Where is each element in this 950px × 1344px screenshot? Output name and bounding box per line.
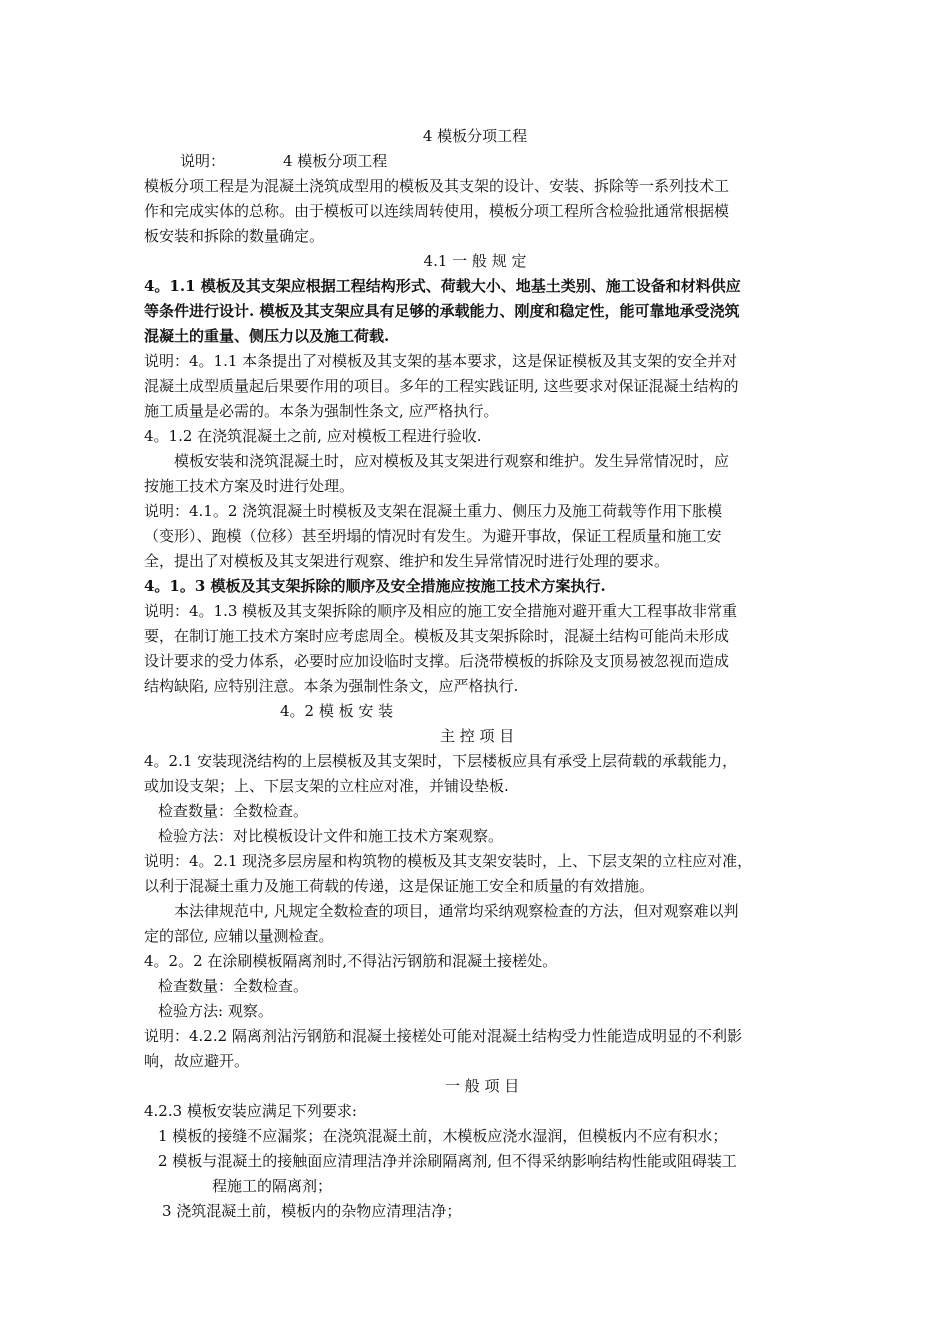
clause-412-line: 按施工技术方案及时进行处理。 — [144, 477, 355, 495]
note-413-line: 要，在制订施工技术方案时应考虑周全。模板及其支架拆除时，混凝土结构可能尚未形成 — [144, 627, 730, 645]
clause-412-line: 4。1.2 在浇筑混凝土之前, 应对模板工程进行验收. — [144, 427, 482, 445]
section-41-heading: 4.1 一 般 规 定 — [423, 252, 527, 270]
note-412-line: 全，提出了对模板及其支架进行观察、维护和发生异常情况时进行处理的要求。 — [144, 552, 670, 570]
note-422-line: 响，故应避开。 — [144, 1052, 250, 1070]
intro-label: 说明： — [180, 152, 226, 170]
main-control-heading: 主 控 项 目 — [440, 727, 515, 745]
intro-line: 板安装和拆除的数量确定。 — [144, 227, 325, 245]
clause-423: 4.2.3 模板安装应满足下列要求: — [144, 1102, 357, 1120]
clause-422-check-method: 检验方法: 观察。 — [158, 1002, 273, 1020]
list-item: 3 浇筑混凝土前，模板内的杂物应清理洁净； — [162, 1202, 462, 1220]
note-421-line: 以利于混凝土重力及施工荷载的传递，这是保证施工安全和质量的有效措施。 — [144, 877, 655, 895]
clause-411-line: 等条件进行设计. 模板及其支架应具有足够的承载能力、刚度和稳定性，能可靠地承受浇筑 — [144, 302, 740, 320]
list-item: 1 模板的接缝不应漏浆；在浇筑混凝土前，木模板应浇水湿润，但模板内不应有积水； — [158, 1127, 728, 1145]
section-42-heading: 4。2 模 板 安 装 — [280, 702, 394, 720]
note-411-line: 施工质量是必需的。本条为强制性条文, 应严格执行。 — [144, 402, 499, 420]
clause-413: 4。1。3 模板及其支架拆除的顺序及安全措施应按施工技术方案执行. — [144, 577, 606, 595]
note-413-line: 结构缺陷, 应特别注意。本条为强制性条文，应严格执行. — [144, 677, 519, 695]
clause-422: 4。2。2 在涂刷模板隔离剂时,不得沾污钢筋和混凝土接槎处。 — [144, 952, 558, 970]
general-items-heading: 一 般 项 目 — [445, 1077, 520, 1095]
document-title: 4 模板分项工程 — [422, 127, 528, 145]
note-421-line: 本法律规范中, 凡规定全数检查的项目，通常均采纳观察检查的方法，但对观察难以判 — [174, 902, 739, 920]
clause-411-line: 混凝土的重量、侧压力以及施工荷载. — [144, 327, 390, 345]
clause-412-line: 模板安装和浇筑混凝土时，应对模板及其支架进行观察和维护。发生异常情况时，应 — [174, 452, 730, 470]
note-412-line: （变形）、跑模（位移）甚至坍塌的情况时有发生。为避开事故，保证工程质量和施工安 — [144, 527, 722, 545]
clause-421-line: 4。2.1 安装现浇结构的上层模板及其支架时，下层楼板应具有承受上层荷载的承载能力， — [144, 752, 738, 770]
note-422-line: 说明：4.2.2 隔离剂沾污钢筋和混凝土接槎处可能对混凝土结构受力性能造成明显的不利影 — [144, 1027, 742, 1045]
note-421-line: 说明：4。2.1 现浇多层房屋和构筑物的模板及其支架安装时，上、下层支架的立柱应对准， — [144, 852, 753, 870]
note-411-line: 混凝土成型质量起后果要作用的项目。多年的工程实践证明, 这些要求对保证混凝土结构的 — [144, 377, 739, 395]
clause-421-check-qty: 检查数量：全数检查。 — [158, 802, 309, 820]
note-412-line: 说明：4.1。2 浇筑混凝土时模板及支架在混凝土重力、侧压力及施工荷载等作用下胀模 — [144, 502, 723, 520]
intro-line: 作和完成实体的总称。由于模板可以连续周转使用，模板分项工程所含检验批通常根据模 — [144, 202, 730, 220]
clause-422-check-qty: 检查数量：全数检查。 — [158, 977, 309, 995]
intro-line: 模板分项工程是为混凝土浇筑成型用的模板及其支架的设计、安装、拆除等一系列技术工 — [144, 177, 730, 195]
note-413-line: 说明：4。1.3 模板及其支架拆除的顺序及相应的施工安全措施对避开重大工程事故非常重 — [144, 602, 738, 620]
note-421-line: 定的部位, 应辅以量测检查。 — [144, 927, 334, 945]
note-411-line: 说明：4。1.1 本条提出了对模板及其支架的基本要求，这是保证模板及其支架的安全并对 — [144, 352, 738, 370]
clause-421-check-method: 检验方法：对比模板设计文件和施工技术方案观察。 — [158, 827, 504, 845]
note-413-line: 设计要求的受力体系，必要时应加设临时支撑。后浇带模板的拆除及支顶易被忽视而造成 — [144, 652, 730, 670]
clause-411-line: 4。1.1 模板及其支架应根据工程结构形式、荷载大小、地基土类别、施工设备和材料供应 — [144, 277, 741, 295]
list-item-continuation: 程施工的隔离剂； — [212, 1177, 333, 1195]
list-item: 2 模板与混凝土的接触面应清理洁净并涂刷隔离剂, 但不得采纳影响结构性能或阻碍装工 — [158, 1152, 737, 1170]
intro-ref: 4 模板分项工程 — [283, 152, 388, 170]
clause-421-line: 或加设支架；上、下层支架的立柱应对准，并铺设垫板. — [144, 777, 509, 795]
